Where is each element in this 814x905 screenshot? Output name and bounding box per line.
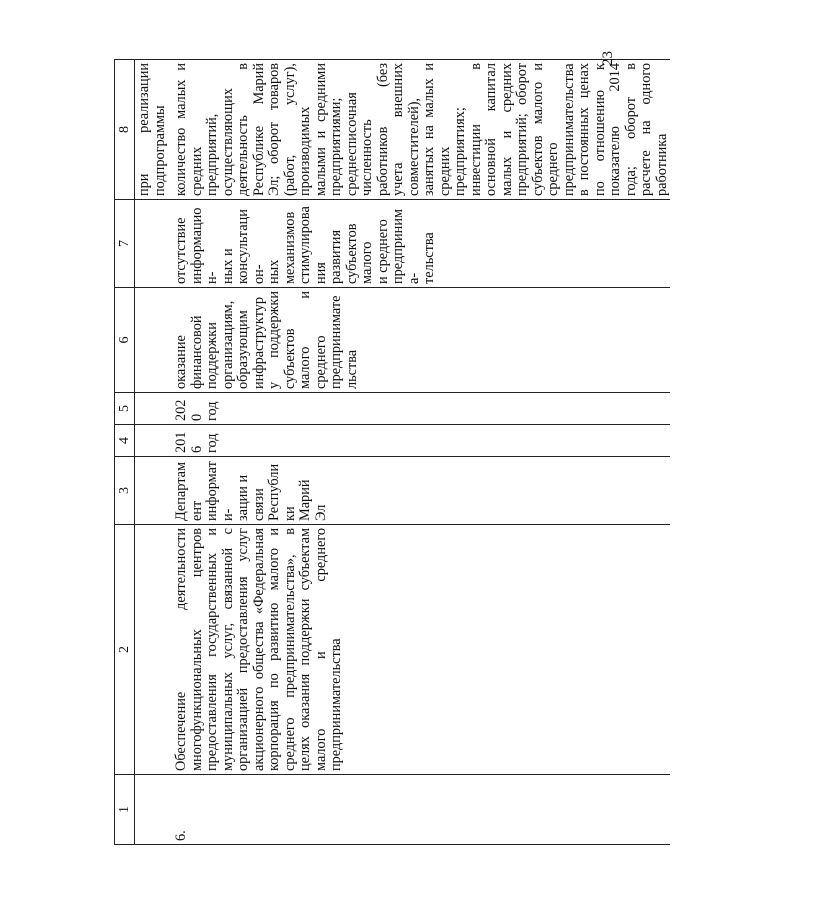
table-header-row (115, 60, 135, 845)
header-col-2: 2 (115, 525, 135, 775)
header-col-8: 8 (115, 60, 135, 200)
cont-cell-5 (135, 393, 173, 425)
start-year: 2016 год (172, 425, 670, 457)
measures-table (114, 59, 670, 845)
cont-cell-3 (135, 457, 173, 525)
header-col-7: 7 (115, 200, 135, 288)
page-number: 23 (600, 51, 616, 66)
consequences: отсутствие информацион- ных и консультацион- ных механизмов стимулирования развития субъектов малого и среднего предпринима- тельства (172, 200, 670, 288)
continuation-row (135, 60, 173, 845)
cont-cell-7 (135, 200, 173, 288)
cont-cell-4 (135, 425, 173, 457)
cont-cell-indicators: при реализации подпрограммы (135, 60, 173, 200)
header-col-5: 5 (115, 393, 135, 425)
row-number: 6. (172, 775, 670, 845)
table-container (114, 60, 814, 845)
table-row (172, 60, 670, 845)
executor: Департамент информати- зации и связи Республики Марий Эл (172, 457, 670, 525)
indicators: количество малых и средних предприятий, осуществляющих деятельность в Республике Марий Эл; оборот товаров (работ, услуг), производимых малыми и средними предприятиями; среднесписочная численность работников (без учета внешних совместителей), занятых на малых и средних предприятиях; инвестиции в основной капитал малых и средних предприятий; оборот субъектов малого и среднего предпринимательства в постоянных ценах по отношению к показателю 2014 года; оборот в расчете на одного работника (172, 60, 670, 200)
header-col-1: 1 (115, 775, 135, 845)
expected-result: оказание финансовой поддержки организациям, образующим инфраструктуру поддержки субъектов малого и среднего предпринимательства (172, 288, 670, 393)
header-col-3: 3 (115, 457, 135, 525)
end-year: 2020 год (172, 393, 670, 425)
cont-cell-6 (135, 288, 173, 393)
header-col-6: 6 (115, 288, 135, 393)
cont-cell-2 (135, 525, 173, 775)
header-col-4: 4 (115, 425, 135, 457)
cont-cell-1 (135, 775, 173, 845)
measure-name: Обеспечение деятельности многофункциональных центров предоставления государственных и муниципальных услуг, связанной с организацией предоставления услуг акционерного общества «Федеральная корпорация по развитию малого и среднего предпринимательства», в целях оказания поддержки субъектам малого и среднего предпринимательства (172, 525, 670, 775)
